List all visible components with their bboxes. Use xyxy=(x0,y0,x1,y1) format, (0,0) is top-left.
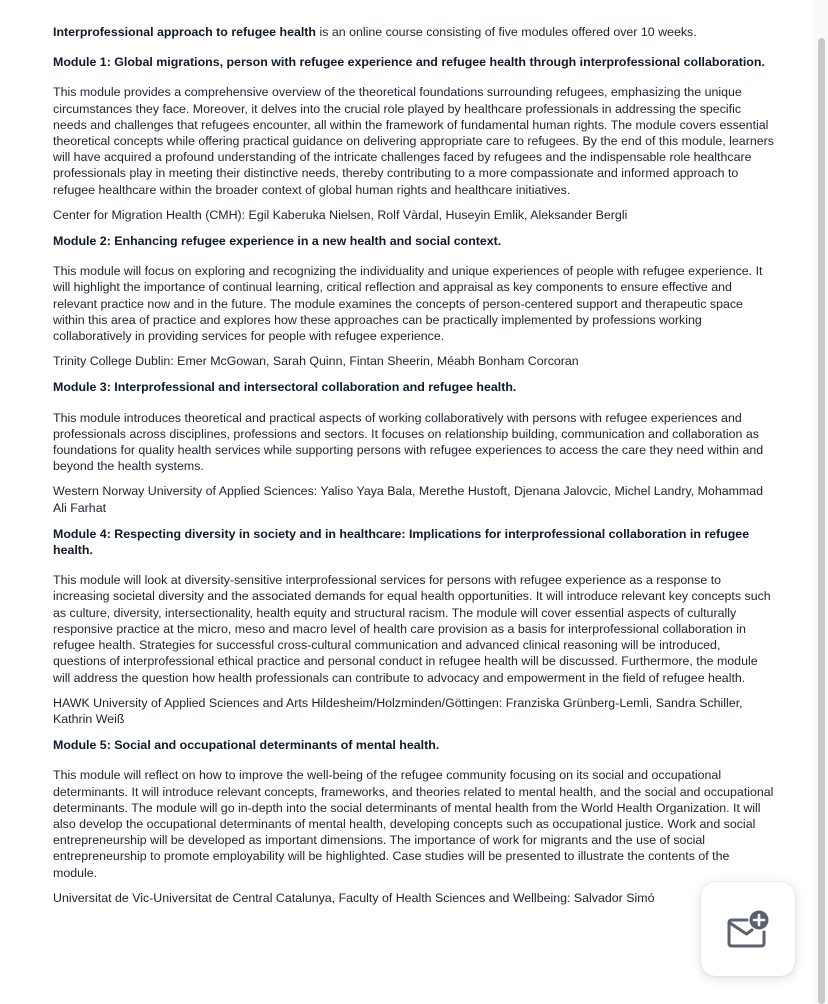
module-2 xyxy=(53,233,775,369)
module-title: Module 3: Interprofessional and intersectoral collaboration and refugee health. xyxy=(53,380,517,395)
course-description xyxy=(53,24,775,916)
module-team: Center for Migration Health (CMH): Egil Kaberuka Nielsen, Rolf Vàrdal, Huseyin Emlik, Aleksander Bergli xyxy=(53,207,628,222)
module-team: Trinity College Dublin: Emer McGowan, Sarah Quinn, Fintan Sheerin, Méabh Bonham Corcoran xyxy=(53,354,579,369)
intro-text: is an online course consisting of five modules offered over 10 weeks. xyxy=(316,25,697,39)
course-name: Interprofessional approach to refugee health xyxy=(53,25,317,39)
module-5 xyxy=(53,737,775,906)
scrollbar-track[interactable] xyxy=(812,0,828,1004)
module-title: Module 1: Global migrations, person with refugee experience and refugee health through interprofessional collaboration. xyxy=(53,55,765,70)
module-team: Western Norway University of Applied Sciences: Yaliso Yaya Bala, Merethe Hustoft, Djenana Jalovcic, Michel Landry, Mohammad Ali Farhat xyxy=(53,484,764,515)
module-team: HAWK University of Applied Sciences and Arts Hildesheim/Holzminden/Göttingen: Franziska Grünberg-Lemli, Sandra Schiller, Kathrin Weiß xyxy=(53,695,743,726)
floating-mail-button[interactable] xyxy=(701,882,795,976)
scrollbar-thumb[interactable] xyxy=(818,38,825,1004)
mail-add-icon xyxy=(725,909,771,949)
module-description: This module introduces theoretical and practical aspects of working collaboratively with persons with refugee experiences and professionals across disciplines, professions and sectors. It focuses on relationship building, communication and collaboration as foundations for quality health services while supporting persons with refugee experiences to access the care they need within and beyond the health systems. xyxy=(53,410,764,474)
module-4 xyxy=(53,526,775,727)
module-3 xyxy=(53,379,775,515)
intro-paragraph xyxy=(53,24,775,40)
module-description: This module will look at diversity-sensitive interprofessional services for persons with refugee experience as a response to increasing societal diversity and the associated demands for equal health opportunities. It will introduce relevant key concepts such as culture, diversity, intersectionality, health equity and structural racism. The module will cover essential aspects of culturally responsive practice at the micro, meso and macro level of health care provision as a basis for interprofessional collaboration in refugee health. Strategies for successful cross-cultural communication and advanced clinical reasoning will be introduced, questions of interprofessional ethical practice and personal conduct in refugee health will be discussed. Furthermore, the module will address the question how health professionals can contribute to advocacy and empowerment in the field of refugee health. xyxy=(53,573,771,685)
module-description: This module will reflect on how to improve the well-being of the refugee community focusing on its social and occupational determinants. It will introduce relevant concepts, frameworks, and theories related to mental health, and the social and occupational determinants. The module will go in-depth into the social determinants of mental health from the World Health Organization. It will also develop the occupational determinants of mental health, developing concepts such as occupational justice. Work and social entrepreneurship will be developed as important dimensions. The importance of work for migrants and the use of social entrepreneurship to promote employability will be highlighted. Case studies will be presented to illustrate the contents of the module. xyxy=(53,768,774,880)
module-description: This module provides a comprehensive overview of the theoretical foundations surrounding refugees, emphasizing the unique circumstances they face. Moreover, it delves into the crucial role played by healthcare professionals in addressing the specific needs and challenges that refugees encounter, all within the framework of fundamental human rights. The module covers essential theoretical concepts while offering practical guidance on delivering appropriate care to refugees. By the end of this module, learners will have acquired a profound understanding of the intricate challenges faced by refugees and the indispensable role healthcare professionals play in meeting their distinctive needs, thereby contributing to a more compassionate and informed approach to refugee healthcare within the broader context of global human rights and healthcare initiatives. xyxy=(53,85,774,197)
module-1 xyxy=(53,54,775,223)
module-title: Module 2: Enhancing refugee experience in a new health and social context. xyxy=(53,234,502,249)
module-team: Universitat de Vic-Universitat de Central Catalunya, Faculty of Health Sciences and Wellbeing: Salvador Simó xyxy=(53,890,655,905)
module-description: This module will focus on exploring and recognizing the individuality and unique experiences of people with refugee experience. It will highlight the importance of continual learning, critical reflection and appraisal as key components to ensure effective and relevant practice now and in the future. The module examines the concepts of person-centered support and therapeutic space within this area of practice and explores how these approaches can be practically implemented by professions working collaboratively in providing services for people with refugee experience. xyxy=(53,264,763,344)
module-title: Module 4: Respecting diversity in society and in healthcare: Implications for interprofessional collaboration in refugee health. xyxy=(53,526,750,558)
module-title: Module 5: Social and occupational determinants of mental health. xyxy=(53,738,440,753)
